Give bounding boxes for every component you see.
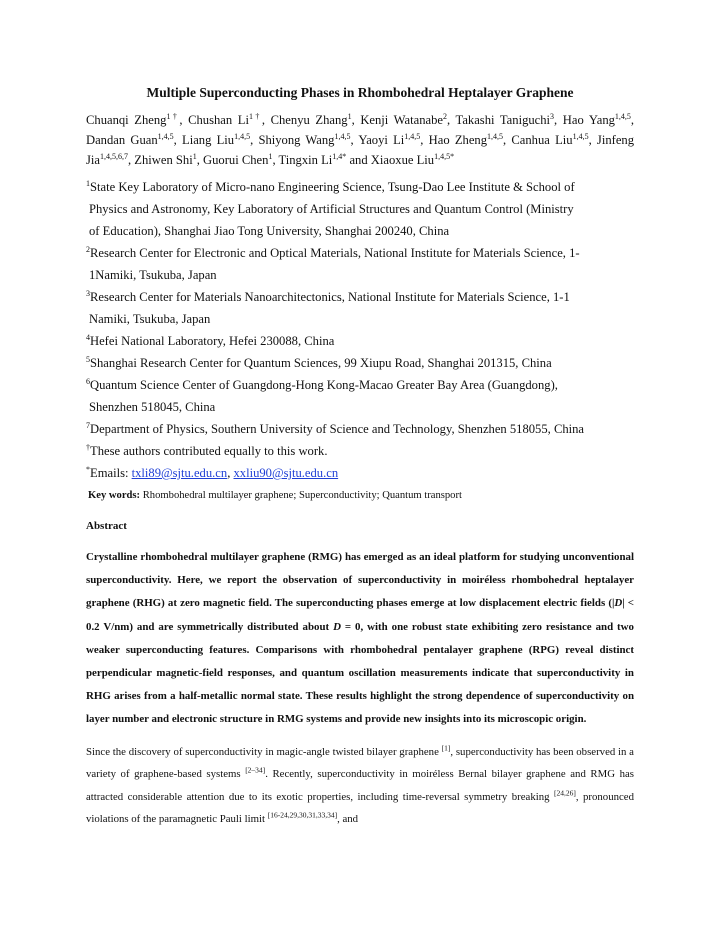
author-name: Chushan Li xyxy=(188,113,249,127)
paper-title: Multiple Superconducting Phases in Rhombohedral Heptalayer Graphene xyxy=(146,85,574,100)
author-name: Liang Liu xyxy=(182,133,235,147)
affiliation-mark: 3 xyxy=(86,288,90,298)
author-separator: , xyxy=(630,113,635,127)
author-affiliation-mark: 1 xyxy=(268,151,273,161)
affiliation-item xyxy=(86,330,634,352)
keywords-label: Key words: xyxy=(88,490,141,501)
author-separator: , xyxy=(588,133,597,147)
author-affiliation-mark: 1,4,5 xyxy=(234,131,251,141)
affiliation-mark: 5 xyxy=(86,354,90,364)
affiliation-line: Quantum Science Center of Guangdong-Hong Kong-Macao Greater Bay Area (Guangdong), xyxy=(90,378,558,392)
email-line xyxy=(86,462,634,484)
author-affiliation-mark: 1,4,5 xyxy=(572,131,589,141)
author-affiliation-mark: 1,4,5 xyxy=(487,131,504,141)
email-mark: * xyxy=(86,464,90,474)
author-separator: , xyxy=(350,133,359,147)
author-separator: , xyxy=(351,113,361,127)
author-affiliation-mark: 3 xyxy=(550,111,555,121)
author-name: Shiyong Wang xyxy=(258,133,335,147)
affiliation-line: 1Namiki, Tsukuba, Japan xyxy=(89,268,217,282)
affiliation-item xyxy=(86,242,634,286)
author-name: Hao Yang xyxy=(562,113,615,127)
email-link-1[interactable]: txli89@sjtu.edu.cn xyxy=(131,466,228,480)
author-affiliation-mark: 1,4,5 xyxy=(404,131,421,141)
author-affiliation-mark: 1,4,5 xyxy=(334,131,351,141)
keywords-line xyxy=(88,488,634,504)
author-affiliation-mark: 1† xyxy=(248,111,262,121)
author-name: Takashi Taniguchi xyxy=(455,113,551,127)
abstract-text-3: = 0, with one robust state exhibiting zero resistance and two weaker superconducting features. Comparisons with rhombohedral pentalayer graphene (RPG) reveal distinct perpendicular magnetic-field responses, and quantum oscillation measurements indicate that superconductivity in RHG arises from a half-metallic normal state. These results highlight the strong dependence of superconductivity on layer number and electronic structure in RMG systems and provide new insights into its microscopic origin. xyxy=(86,620,634,726)
author-affiliation-mark: 1,4,5* xyxy=(434,151,455,161)
affiliation-line: Shanghai Research Center for Quantum Sciences, 99 Xiupu Road, Shanghai 201315, China xyxy=(90,356,552,370)
abstract-symbol-d: D xyxy=(614,597,623,610)
citation-4[interactable]: [16-24,29,30,31,33,34] xyxy=(267,810,338,820)
author-separator: , xyxy=(554,113,563,127)
author-affiliation-mark: 1 xyxy=(347,111,352,121)
intro-text-2: , superconductivity has been observed in a variety of graphene-based systems xyxy=(86,745,634,781)
intro-text-1: Since the discovery of superconductivity in magic-angle twisted bilayer graphene xyxy=(86,745,442,758)
author-separator: , xyxy=(196,153,204,167)
author-name: Tingxin Li xyxy=(278,153,333,167)
author-name: Guorui Chen xyxy=(203,153,269,167)
author-separator: , xyxy=(272,153,279,167)
author-list xyxy=(86,110,634,170)
author-separator: , xyxy=(128,153,135,167)
affiliation-item xyxy=(86,352,634,374)
affiliation-line: Department of Physics, Southern University of Science and Technology, Shenzhen 518055, China xyxy=(90,422,585,436)
affiliation-mark: 6 xyxy=(86,376,90,386)
affiliation-line: Research Center for Electronic and Optical Materials, National Institute for Materials Science, 1- xyxy=(90,246,580,260)
author-affiliation-mark: 1,4* xyxy=(332,151,347,161)
author-name: Kenji Watanabe xyxy=(360,113,443,127)
affiliation-line: Namiki, Tsukuba, Japan xyxy=(89,312,211,326)
abstract-symbol-d-2: D xyxy=(333,620,341,633)
author-affiliation-mark: 2 xyxy=(443,111,447,121)
author-separator: , xyxy=(173,133,183,147)
affiliation-item xyxy=(86,418,634,440)
author-name: Hao Zheng xyxy=(428,133,488,147)
author-separator: , xyxy=(420,133,429,147)
author-connector: and xyxy=(349,153,368,167)
author-name: Jinfeng Jia xyxy=(86,133,634,167)
author-separator: , xyxy=(503,133,512,147)
citation-3[interactable]: [24,26] xyxy=(554,788,576,798)
author-separator: , xyxy=(447,113,456,127)
author-affiliation-mark: 1† xyxy=(166,111,180,121)
intro-text-4: , pronounced violations of the paramagnetic Pauli limit xyxy=(86,790,634,826)
affiliation-item xyxy=(86,374,634,418)
abstract-text-1: Crystalline rhombohedral multilayer graphene (RMG) has emerged as an ideal platform for studying unconventional superconductivity. Here, we report the observation of superconductivity in moiréless rhombohedral heptalayer graphene (RHG) at zero magnetic field. The superconducting phases emerge at low displacement electric fields (| xyxy=(86,551,634,610)
affiliation-line: Shenzhen 518045, China xyxy=(89,400,216,414)
affiliation-item xyxy=(86,440,634,462)
affiliation-mark: † xyxy=(86,442,90,452)
author-name: Chenyu Zhang xyxy=(270,113,348,127)
affiliation-line: State Key Laboratory of Micro-nano Engineering Science, Tsung-Dao Lee Institute & School of xyxy=(90,180,575,194)
abstract-heading: Abstract xyxy=(86,520,127,532)
affiliation-list xyxy=(86,176,634,462)
author-name: Chuanqi Zheng xyxy=(86,113,167,127)
author-name: Zhiwen Shi xyxy=(134,153,193,167)
email-link-2[interactable]: xxliu90@sjtu.edu.cn xyxy=(233,466,339,480)
affiliation-item xyxy=(86,286,634,330)
author-affiliation-mark: 1,4,5,6,7 xyxy=(100,151,128,161)
author-separator: , xyxy=(261,113,271,127)
intro-text-5: , and xyxy=(337,813,359,826)
introduction-paragraph xyxy=(86,741,634,831)
author-affiliation-mark: 1 xyxy=(192,151,197,161)
affiliation-mark: 1 xyxy=(86,178,90,188)
affiliation-line: of Education), Shanghai Jiao Tong University, Shanghai 200240, China xyxy=(89,224,450,238)
affiliation-mark: 4 xyxy=(86,332,90,342)
affiliation-line: Physics and Astronomy, Key Laboratory of Artificial Structures and Quantum Control (Ministry xyxy=(89,202,574,216)
affiliation-line: Hefei National Laboratory, Hefei 230088, China xyxy=(90,334,335,348)
affiliation-line: Research Center for Materials Nanoarchitectonics, National Institute for Materials Science, 1-1 xyxy=(90,290,570,304)
author-name: Xiaoxue Liu xyxy=(370,153,435,167)
keywords-text: Rhombohedral multilayer graphene; Superconductivity; Quantum transport xyxy=(140,490,462,501)
affiliation-mark: 7 xyxy=(86,420,90,430)
author-affiliation-mark: 1,4,5 xyxy=(614,111,631,121)
intro-text-3: . Recently, superconductivity in moiréless Bernal bilayer graphene and RMG has attracted considerable attention due to its exotic properties, including time-reversal symmetry breaking xyxy=(86,768,634,803)
author-separator: , xyxy=(250,133,259,147)
citation-2[interactable]: [2–34] xyxy=(245,765,266,775)
email-separator: , xyxy=(227,466,234,480)
affiliation-mark: 2 xyxy=(86,244,90,254)
author-affiliation-mark: 1,4,5 xyxy=(157,131,174,141)
author-name: Yaoyi Li xyxy=(358,133,405,147)
abstract-body xyxy=(86,546,634,732)
affiliation-line: These authors contributed equally to this work. xyxy=(90,444,328,458)
abstract-text-2: | < 0.2 V/nm) and are symmetrically distributed about xyxy=(86,597,634,633)
author-name: Dandan Guan xyxy=(86,133,158,147)
email-label: Emails: xyxy=(90,466,132,480)
citation-1[interactable]: [1] xyxy=(441,743,451,753)
author-separator: , xyxy=(179,113,189,127)
author-name: Canhua Liu xyxy=(511,133,573,147)
affiliation-item xyxy=(86,176,634,242)
